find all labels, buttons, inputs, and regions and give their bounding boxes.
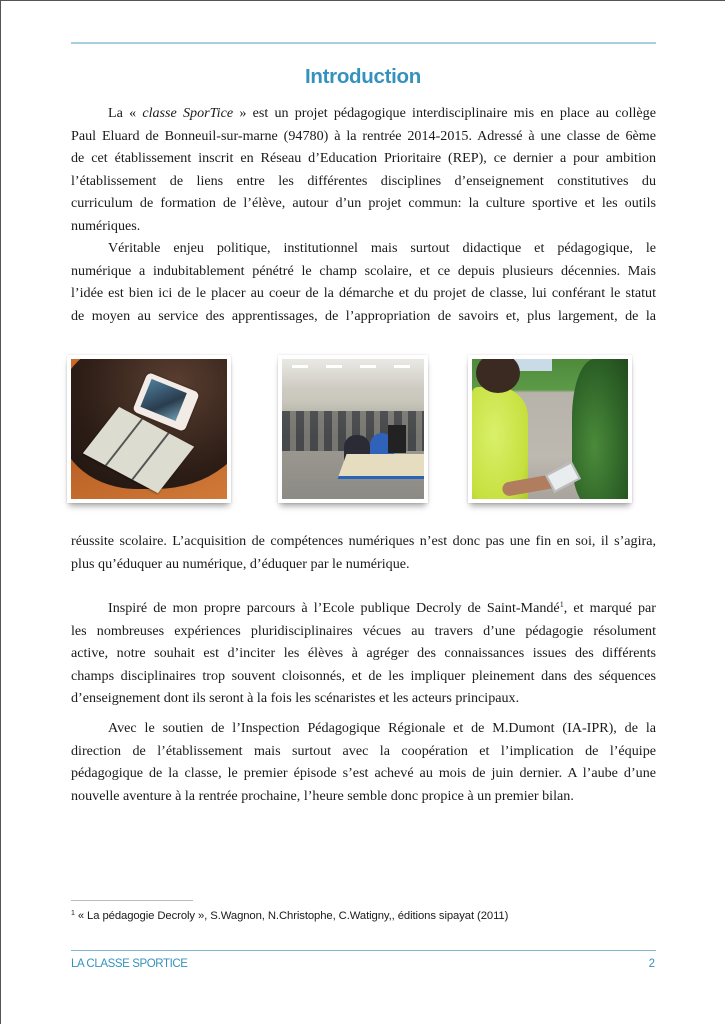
paragraph-1	[71, 102, 656, 238]
paragraph-3	[71, 597, 656, 710]
paragraph-2	[71, 237, 656, 327]
photo-image	[282, 359, 424, 499]
class-name-italic: classe SporTice	[142, 105, 234, 121]
photo-strip	[67, 355, 662, 505]
paragraph-3-line: active, notre souhait est d’inciter les élèves à agréger des connaissances issues des différents	[71, 645, 656, 662]
paragraph-3-line: les nombreuses expériences pluridisciplinaires vécues au travers d’une pédagogie résolument	[71, 622, 656, 639]
paragraph-1-line: La « classe SporTice » est un projet pédagogique interdisciplinaire mis en place au collège	[108, 105, 656, 121]
footnote-text: « La pédagogie Decroly », S.Wagnon, N.Christophe, C.Watigny,, éditions sipayat (2011)	[74, 910, 509, 922]
photo-outdoor-tablet	[468, 355, 632, 503]
paragraph-3-line: Inspiré de mon propre parcours à l’Ecole publique Decroly de Saint-Mandé$^1$, et marqué par	[108, 600, 656, 616]
paragraph-4	[71, 717, 656, 807]
paragraph-2-line: de moyen au service des apprentissages, de l’appropriation de savoirs et, plus largement, de la	[71, 307, 656, 324]
paragraph-3-line: d’enseignement dont ils seront à la fois les scénaristes et les acteurs principaux.	[71, 690, 520, 707]
photo-computer-classroom	[278, 355, 428, 503]
page-title: Introduction	[305, 65, 421, 88]
paragraph-4-line: direction de l’établissement mais surtout avec la coopération et l’implication de l’équipe	[71, 742, 656, 759]
photo-image	[71, 359, 227, 499]
paragraph-1-line: l’établissement de liens entre les différentes disciplines d’enseignement constitutives du	[71, 172, 656, 189]
paragraph-1-line: numériques.	[71, 217, 141, 234]
paragraph-4-line: nouvelle aventure à la rentrée prochaine, l’heure semble donc propice à un premier bilan.	[71, 787, 574, 804]
paragraph-2-line: Véritable enjeu politique, institutionnel mais surtout didactique et pédagogique, le	[108, 240, 656, 256]
paragraph-4-line: pédagogique de la classe, le premier épisode s’est achevé au mois de juin dernier. A l’aube d’une	[71, 765, 656, 782]
paragraph-2-line: plus qu’éduquer au numérique, d’éduquer par le numérique.	[71, 555, 410, 572]
paragraph-3-line: champs disciplinaires trop souvent cloisonnés, et de les impliquer pleinement dans des séquences	[71, 667, 656, 684]
footer-rule	[71, 950, 656, 951]
page-number: 2	[648, 958, 655, 970]
header-rule	[71, 42, 656, 44]
paragraph-2-line: numérique a indubitablement pénétré le champ scolaire, et ce depuis plusieurs décennies. Mais	[71, 262, 656, 279]
paragraph-1-line: Paul Eluard de Bonneuil-sur-marne (94780) à la rentrée 2014-2015. Adressé à une classe de 6ème	[71, 127, 656, 144]
paragraph-2-continued	[71, 530, 656, 575]
footer-document-title: LA CLASSE SPORTICE	[71, 958, 188, 970]
paragraph-1-line: de cet établissement inscrit en Réseau d’Education Prioritaire (REP), ce dernier a pour ambition	[71, 150, 656, 167]
photo-image	[472, 359, 628, 499]
footnote-separator	[71, 900, 193, 901]
footnote-reference[interactable]: 1	[559, 600, 564, 609]
footnote	[71, 910, 508, 922]
footnote-marker: 1	[71, 910, 75, 917]
photo-tablet-on-stool	[67, 355, 231, 503]
paragraph-2-line: réussite scolaire. L’acquisition de compétences numériques n’est donc pas une fin en soi, il s’agira,	[71, 533, 656, 549]
paragraph-2-line: l’idée est bien ici de le placer au coeur de la démarche et du projet de classe, lui conférant le statut	[71, 285, 656, 302]
paragraph-1-line: curriculum de formation de l’élève, autour d’un projet commun: la culture sportive et les outils	[71, 195, 656, 212]
paragraph-4-line: Avec le soutien de l’Inspection Pédagogique Régionale et de M.Dumont (IA-IPR), de la	[108, 720, 656, 736]
